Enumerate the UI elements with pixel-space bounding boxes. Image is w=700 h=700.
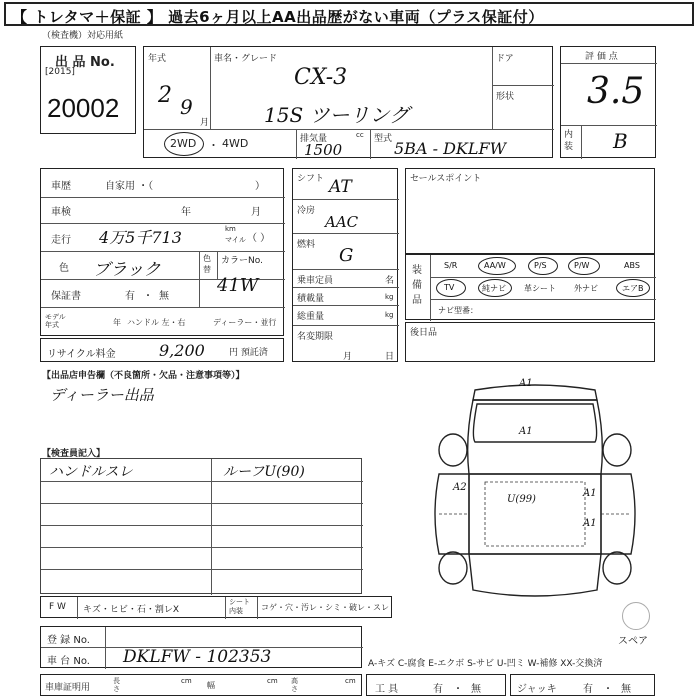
score-value: 3.5 xyxy=(587,71,645,112)
tools-label: 工 具 xyxy=(375,684,399,695)
jack-no[interactable]: 無 xyxy=(621,684,631,695)
drive-sep: ・ xyxy=(208,139,219,152)
recycle-box xyxy=(40,338,284,362)
defect-seat-items: コゲ・穴・汚レ・シミ・破レ・スレ xyxy=(261,603,389,612)
drive-2wd[interactable]: 2WD xyxy=(170,137,197,150)
color-code-label: カラーNo. xyxy=(221,256,263,266)
car-name-value: CX-3 xyxy=(294,65,348,90)
certificate-width: 幅 xyxy=(207,681,215,690)
model-year-unit: 年 xyxy=(113,318,121,327)
inspection-month-unit: 月 xyxy=(251,207,261,218)
header-banner xyxy=(4,2,694,26)
car-info-box xyxy=(143,46,553,158)
color-value: ブラック xyxy=(93,260,161,280)
history-close: ） xyxy=(255,181,265,192)
color-change-label: 色替 xyxy=(203,254,211,274)
certificate-box xyxy=(40,674,362,696)
equip-pw[interactable]: P/W xyxy=(574,261,590,270)
weight-unit: kg xyxy=(385,311,394,319)
spare-label: スペア xyxy=(618,636,648,647)
diagram-mark-hood: A1 xyxy=(519,426,533,437)
jack-sep: ・ xyxy=(603,684,613,695)
inspector-box xyxy=(40,458,362,594)
certificate-width-unit: cm xyxy=(267,677,278,685)
color-code-value: 41W xyxy=(217,275,259,296)
mileage-unit-mile: マイル xyxy=(225,236,246,244)
inspection-year-unit: 年 xyxy=(181,207,191,218)
diagram-mark-right-front-door: A1 xyxy=(583,488,597,499)
spec-table xyxy=(292,168,398,362)
score-box xyxy=(560,46,656,158)
load-label: 積載量 xyxy=(297,294,325,304)
warranty-label: 保証書 xyxy=(51,291,81,302)
color-label: 色 xyxy=(59,263,69,274)
after-sale-box xyxy=(405,322,655,362)
name-change-month: 月 xyxy=(343,352,353,362)
registration-box xyxy=(40,626,362,668)
certificate-length: 長さ xyxy=(113,677,120,693)
sales-point-box xyxy=(405,168,655,254)
mileage-label: 走行 xyxy=(51,235,71,246)
inspector-label: 【検査員記入】 xyxy=(42,449,106,459)
equip-airbag[interactable]: エアB xyxy=(622,284,644,293)
diagram-mark-front-bumper: A1 xyxy=(519,378,533,389)
interior-value: B xyxy=(613,129,628,153)
jack-yes[interactable]: 有 xyxy=(583,684,593,695)
equip-leather[interactable]: 革シート xyxy=(524,284,556,293)
certificate-length-unit: cm xyxy=(181,677,192,685)
certificate-label: 車庫証明用 xyxy=(45,683,91,693)
recycle-label: リサイクル料金 xyxy=(47,349,116,360)
notes-value: ディーラー出品 xyxy=(50,386,154,404)
certificate-height: 高さ xyxy=(291,677,298,693)
equip-tv[interactable]: TV xyxy=(444,283,455,292)
mileage-unit-km: km xyxy=(225,225,236,233)
year-label: 年式 xyxy=(148,54,167,64)
grade-value: 15S ツーリング xyxy=(264,103,410,127)
equipment-label: 装備品 xyxy=(412,265,422,306)
inspector-left-value: ハンドルスレ xyxy=(49,464,133,480)
month-value: 9 xyxy=(180,95,193,119)
fuel-value: G xyxy=(339,245,354,266)
diagram-mark-roof: U(99) xyxy=(507,494,536,505)
sub-caption: （検査機）対応用紙 xyxy=(42,31,124,41)
spare-tire-icon xyxy=(622,602,650,630)
capacity-unit: 名 xyxy=(385,276,395,286)
name-change-label: 名変期限 xyxy=(297,332,334,342)
displacement-unit: cc xyxy=(356,131,364,139)
equip-sr[interactable]: S/R xyxy=(444,261,458,270)
chassis-value: DKLFW - 102353 xyxy=(123,647,272,667)
equipment-box xyxy=(405,254,655,320)
month-unit: 月 xyxy=(200,118,210,128)
ac-label: 冷房 xyxy=(297,206,316,216)
navi-model-label: ナビ型番： xyxy=(438,306,478,315)
ac-value: AAC xyxy=(325,213,359,231)
certificate-height-unit: cm xyxy=(345,677,356,685)
shift-value: AT xyxy=(329,177,352,197)
equip-aaw[interactable]: AA/W xyxy=(484,261,506,270)
load-unit: kg xyxy=(385,293,394,301)
after-sale-label: 後日品 xyxy=(410,328,438,338)
drive-4wd[interactable]: 4WD xyxy=(222,137,249,150)
name-change-day: 日 xyxy=(385,352,395,362)
mileage-paren: （ ） xyxy=(247,233,271,244)
history-value: 自家用 ・（ xyxy=(105,181,154,192)
defect-row xyxy=(40,596,392,618)
lot-label: 出 品 No. xyxy=(55,55,115,70)
tools-no[interactable]: 無 xyxy=(471,684,481,695)
inspector-right-value: ルーフU(90) xyxy=(223,464,305,480)
header-title: 【 トレタマ＋保証 】 過去6ヶ月以上AA出品歴がない車両（プラス保証付） xyxy=(12,8,544,26)
tools-box xyxy=(366,674,506,696)
car-diagram xyxy=(415,378,655,608)
dealer-label: ディーラー・並行 xyxy=(213,318,277,327)
door-label: ドア xyxy=(496,54,514,64)
warranty-yes[interactable]: 有 xyxy=(125,291,135,302)
warranty-no[interactable]: 無 xyxy=(159,291,169,302)
sales-point-label: セールスポイント xyxy=(410,174,482,184)
jack-box xyxy=(510,674,655,696)
year-value: 2 xyxy=(158,83,172,108)
model-label: 型式 xyxy=(374,134,393,144)
displacement-label: 排気量 xyxy=(300,134,328,144)
tools-sep: ・ xyxy=(453,684,463,695)
recycle-value: 9,200 xyxy=(159,341,205,360)
shift-label: シフト xyxy=(297,174,325,184)
registration-label: 登 録 No. xyxy=(47,635,90,646)
equip-abs[interactable]: ABS xyxy=(624,261,640,270)
interior-label: 内装 xyxy=(564,130,574,152)
capacity-label: 乗車定員 xyxy=(297,276,334,286)
recycle-unit: 円 預託済 xyxy=(229,348,268,358)
handle-label: ハンドル 左・右 xyxy=(127,318,186,327)
warranty-sep: ・ xyxy=(143,291,153,302)
model-year-label: モデル年式 xyxy=(45,313,66,329)
diagram-mark-left-door: A2 xyxy=(453,482,467,493)
chassis-label: 車 台 No. xyxy=(47,656,90,667)
lot-box xyxy=(40,46,136,134)
weight-label: 総重量 xyxy=(297,312,325,322)
tools-yes[interactable]: 有 xyxy=(433,684,443,695)
fuel-label: 燃料 xyxy=(297,240,316,250)
details-table xyxy=(40,168,284,336)
inspection-label: 車検 xyxy=(51,207,71,218)
shape-label: 形状 xyxy=(496,92,515,102)
displacement-value: 1500 xyxy=(304,141,343,159)
equip-ext-navi[interactable]: 外ナビ xyxy=(574,284,598,293)
equip-navi[interactable]: 純ナビ xyxy=(482,284,506,293)
diagram-mark-right-rear-door: A1 xyxy=(583,518,597,529)
history-label: 車歴 xyxy=(51,181,71,192)
jack-label: ジャッキ xyxy=(517,684,557,695)
lot-year-stamp: [2015] xyxy=(45,67,75,77)
score-label: 評 価 点 xyxy=(585,52,618,62)
equip-ps[interactable]: P/S xyxy=(534,261,547,270)
defect-legend: A-キズ C-腐食 E-エクボ S-サビ U-凹ミ W-補修 XX-交換済 xyxy=(368,659,603,669)
lot-number: 20002 xyxy=(47,93,120,123)
model-value: 5BA - DKLFW xyxy=(394,139,507,158)
defect-seat-label: シート内装 xyxy=(229,598,250,615)
notes-label: 【出品店申告欄（不良箇所・欠品・注意事項等）】 xyxy=(42,371,245,381)
mileage-value: 4万5千713 xyxy=(99,228,182,247)
defect-fw-items: キズ・ヒビ・石・割レX xyxy=(83,605,179,615)
car-name-label: 車名・グレード xyxy=(214,54,278,64)
defect-fw-label: F W xyxy=(49,602,66,612)
